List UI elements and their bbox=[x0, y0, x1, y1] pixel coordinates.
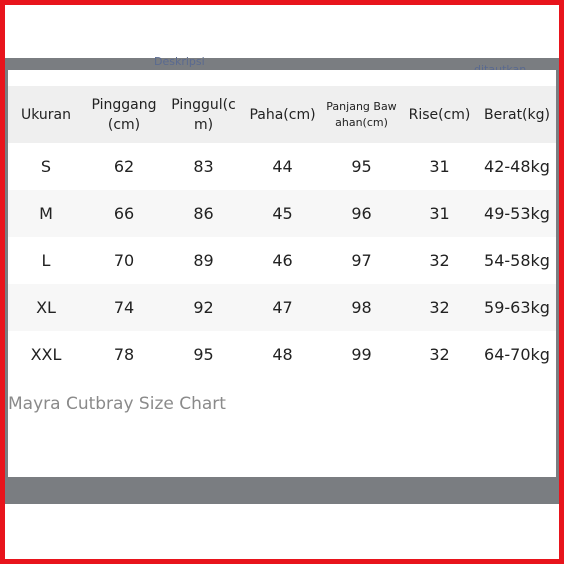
cell-waist: 66 bbox=[84, 190, 164, 237]
header-rise: Rise(cm) bbox=[401, 86, 478, 143]
partial-tab-description[interactable]: Deskripsi bbox=[154, 55, 205, 68]
cell-hip: 92 bbox=[164, 284, 243, 331]
cell-inseam: 96 bbox=[322, 190, 401, 237]
cell-rise: 32 bbox=[429, 345, 450, 364]
cell-size: XL bbox=[8, 284, 84, 331]
size-chart-panel bbox=[8, 70, 556, 477]
header-weight: Berat(kg) bbox=[478, 86, 556, 143]
cell-waist: 62 bbox=[113, 157, 135, 176]
table-row bbox=[8, 331, 556, 378]
cell-size: XXL bbox=[30, 345, 62, 364]
table-row bbox=[8, 143, 556, 190]
cell-hip: 95 bbox=[193, 345, 214, 364]
cell-weight: 64-70kg bbox=[484, 345, 550, 364]
size-chart-caption: Mayra Cutbray Size Chart bbox=[8, 394, 226, 414]
cell-size: S bbox=[40, 157, 52, 176]
cell-hip: 86 bbox=[164, 190, 243, 237]
cell-waist: 78 bbox=[113, 345, 135, 364]
cell-weight: 59-63kg bbox=[478, 284, 556, 331]
cell-inseam: 95 bbox=[351, 157, 372, 176]
size-chart-table bbox=[8, 86, 556, 378]
cell-thigh: 45 bbox=[243, 190, 322, 237]
cell-thigh: 48 bbox=[272, 345, 293, 364]
cell-thigh: 46 bbox=[272, 251, 293, 270]
cell-inseam: 97 bbox=[351, 251, 372, 270]
cell-waist: 70 bbox=[113, 251, 135, 270]
cell-rise: 31 bbox=[429, 157, 450, 176]
table-header-row bbox=[8, 86, 556, 143]
header-waist: Pinggang(cm) bbox=[84, 86, 164, 143]
cell-hip: 83 bbox=[193, 157, 214, 176]
cell-inseam: 99 bbox=[351, 345, 372, 364]
cell-thigh: 47 bbox=[243, 284, 322, 331]
cell-waist: 74 bbox=[84, 284, 164, 331]
cell-inseam: 98 bbox=[322, 284, 401, 331]
table-row bbox=[8, 190, 556, 237]
cell-weight: 49-53kg bbox=[478, 190, 556, 237]
cell-size: L bbox=[41, 251, 51, 270]
table-row bbox=[8, 284, 556, 331]
bottom-gray-bar bbox=[5, 477, 559, 504]
cell-rise: 32 bbox=[401, 284, 478, 331]
table-row bbox=[8, 237, 556, 284]
header-hip: Pinggul(cm) bbox=[164, 86, 243, 143]
cell-rise: 32 bbox=[429, 251, 450, 270]
cell-weight: 42-48kg bbox=[484, 157, 550, 176]
cell-thigh: 44 bbox=[272, 157, 293, 176]
right-gray-edge bbox=[556, 70, 559, 477]
cell-weight: 54-58kg bbox=[484, 251, 550, 270]
header-thigh: Paha(cm) bbox=[243, 86, 322, 143]
header-size: Ukuran bbox=[8, 86, 84, 143]
cell-size: M bbox=[8, 190, 84, 237]
cell-rise: 31 bbox=[401, 190, 478, 237]
cell-hip: 89 bbox=[193, 251, 214, 270]
header-inseam: Panjang Bawahan(cm) bbox=[322, 86, 401, 143]
